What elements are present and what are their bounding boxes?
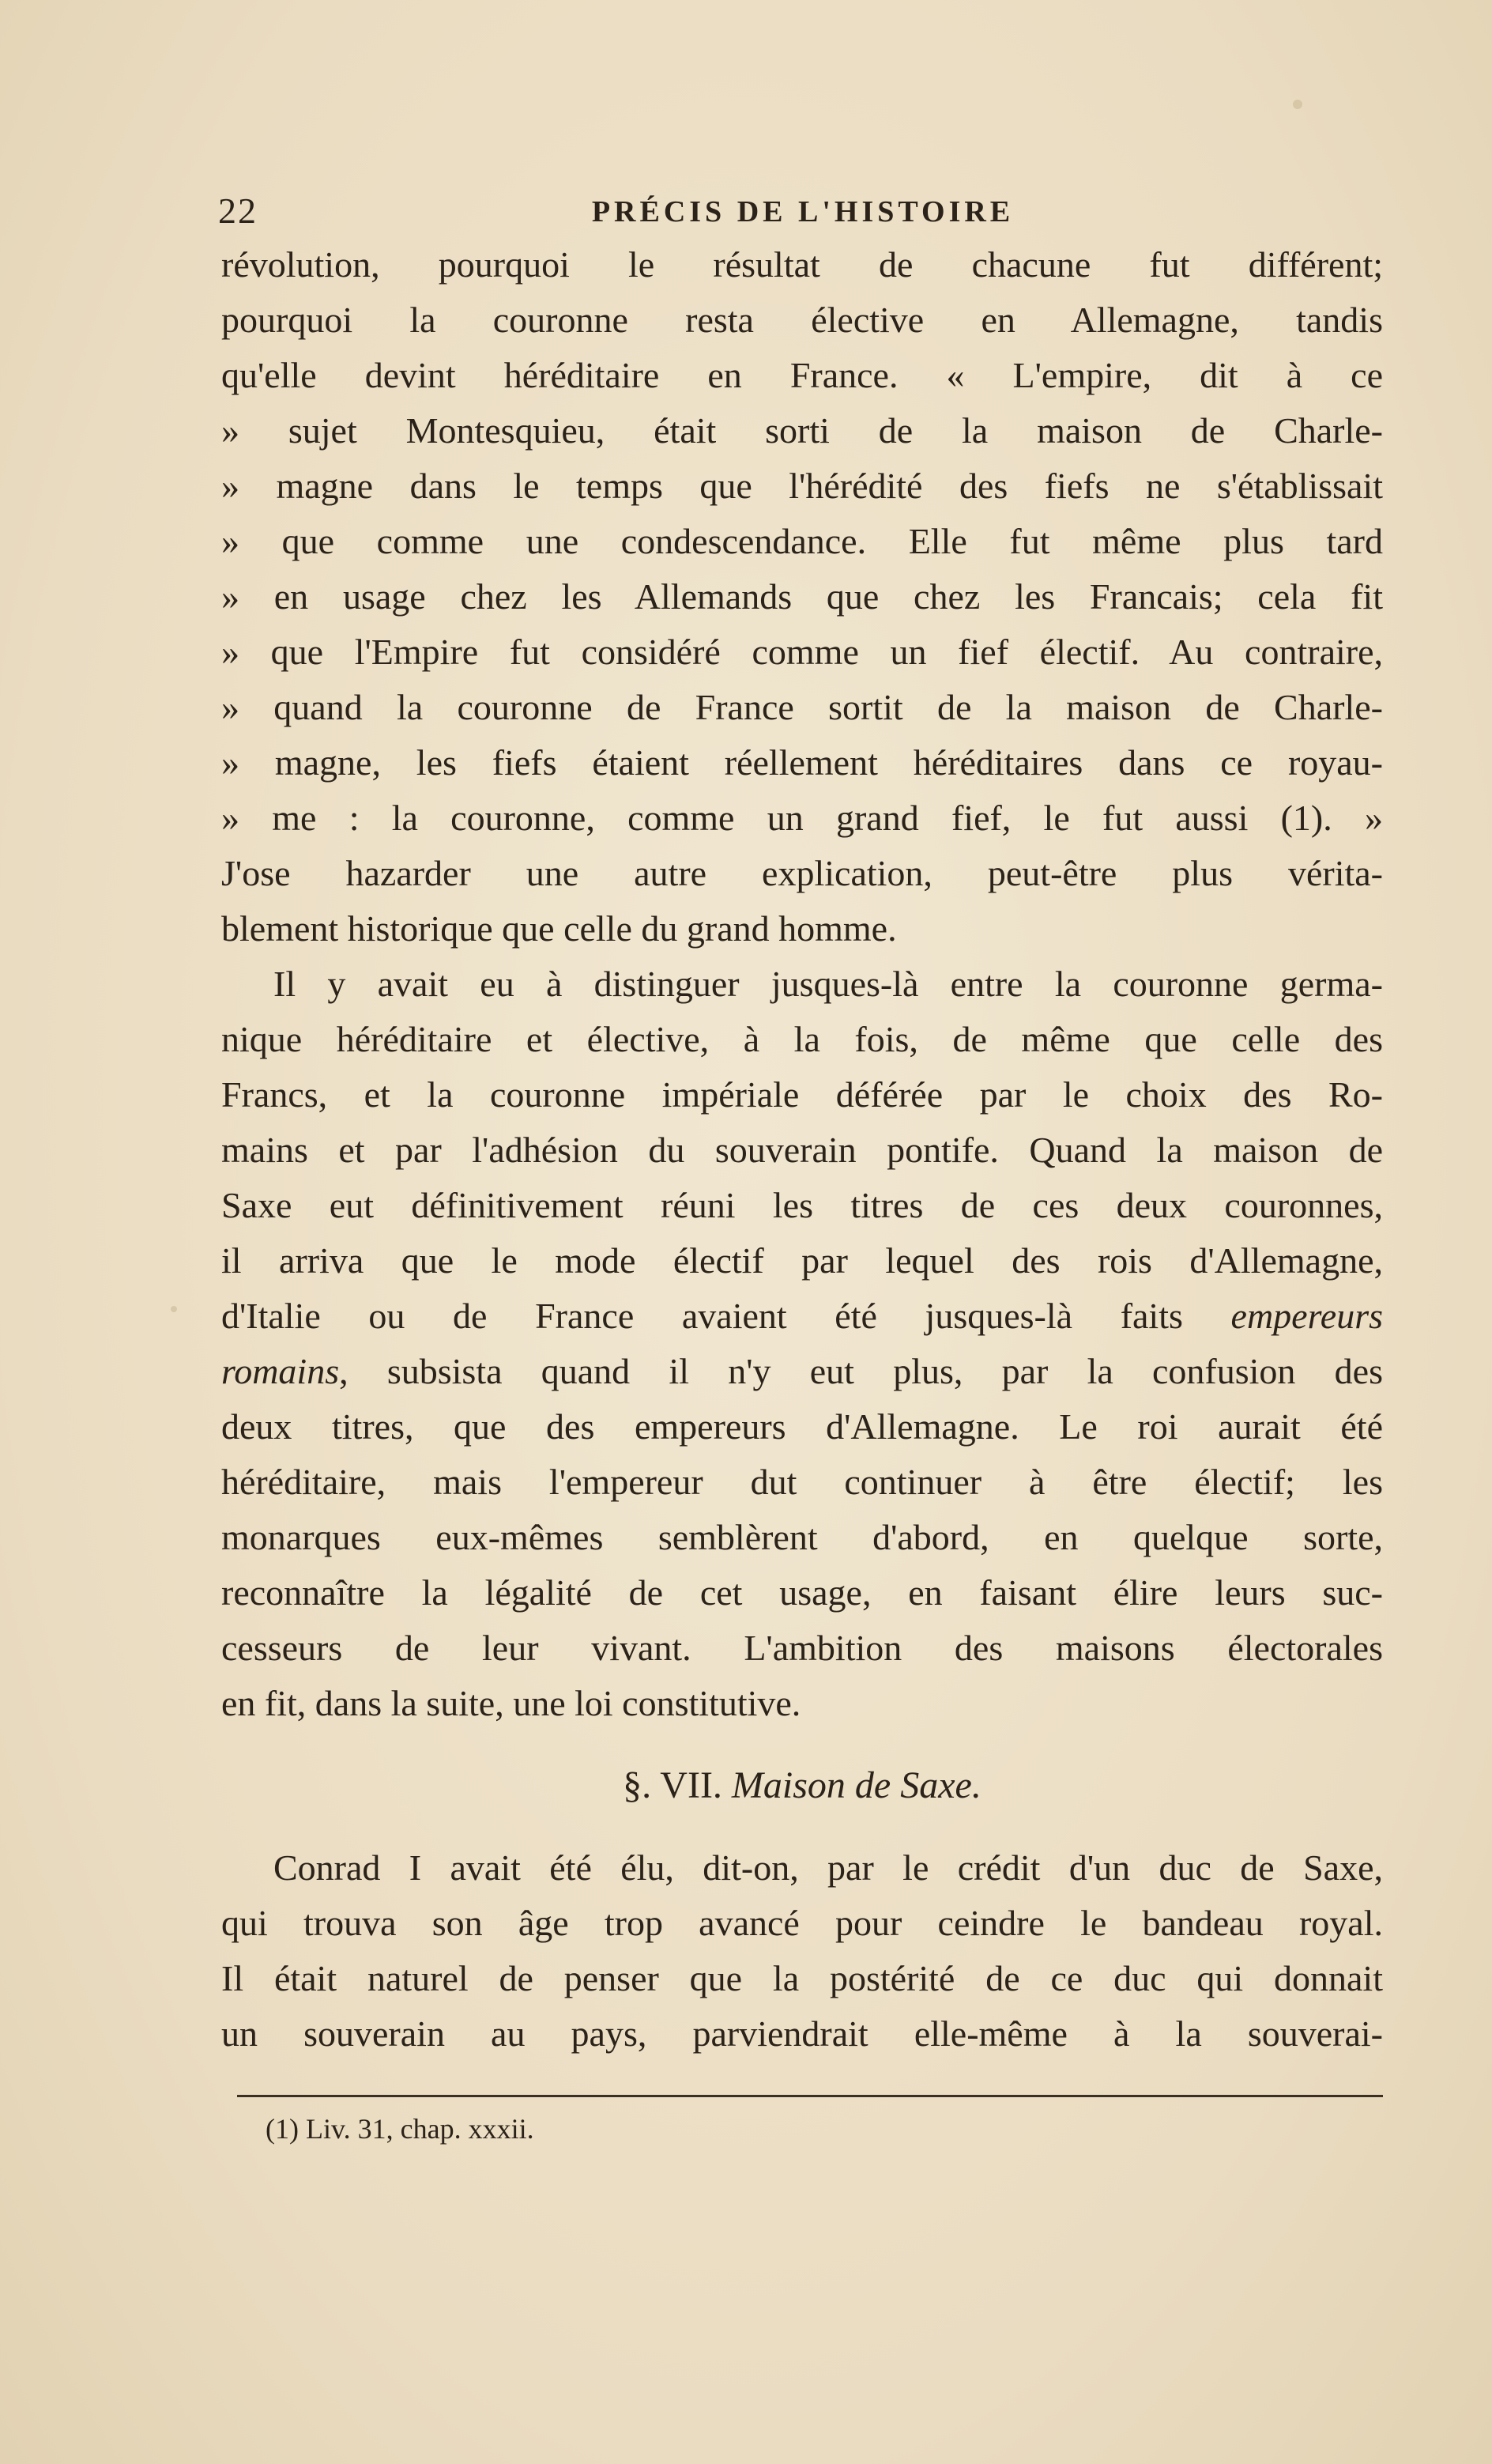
text-line: deux titres, que des empereurs d'Allemagne. Le roi aurait été <box>221 1406 1383 1447</box>
text-line: héréditaire, mais l'empereur dut continuer à être électif; les <box>221 1462 1383 1502</box>
text-line: J'ose hazarder une autre explication, peut-être plus vérita- <box>221 853 1383 893</box>
paper-spot <box>171 1306 177 1312</box>
text-line: Il était naturel de penser que la postérité de ce duc qui donnait <box>221 1958 1383 1998</box>
footnote-rule <box>237 2095 1383 2097</box>
running-head <box>218 190 1388 237</box>
section-title: Maison de Saxe. <box>731 1764 981 1806</box>
text-run: d'Italie ou de France avaient été jusques-là faits <box>221 1296 1183 1336</box>
text-line: en fit, dans la suite, une loi constitutive. <box>221 1683 801 1723</box>
text-line: cesseurs de leur vivant. L'ambition des maisons électorales <box>221 1628 1383 1668</box>
text-line: nique héréditaire et élective, à la fois, de même que celle des <box>221 1019 1383 1059</box>
text-line: » en usage chez les Allemands que chez les Francais; cela fit <box>221 576 1383 617</box>
body-text <box>221 237 1383 2062</box>
text-line: qui trouva son âge trop avancé pour ceindre le bandeau royal. <box>221 1903 1383 1943</box>
paragraph-2 <box>221 957 1383 1731</box>
text-run: , subsista quand il n'y eut plus, par la confusion des <box>339 1351 1383 1391</box>
text-line: » magne dans le temps que l'hérédité des fiefs ne s'établissait <box>221 466 1383 506</box>
paper-spot <box>1293 100 1302 109</box>
text-line: » magne, les fiefs étaient réellement héréditaires dans ce royau- <box>221 742 1383 783</box>
text-line: pourquoi la couronne resta élective en Allemagne, tandis <box>221 300 1383 340</box>
text-line: Saxe eut définitivement réuni les titres de ces deux couronnes, <box>221 1185 1383 1225</box>
text-line: » que l'Empire fut considéré comme un fief électif. Au contraire, <box>221 632 1383 672</box>
text-line: reconnaître la légalité de cet usage, en faisant élire leurs suc- <box>221 1572 1383 1613</box>
paragraph-3 <box>221 1840 1383 2062</box>
page-number: 22 <box>218 191 258 231</box>
text-line: révolution, pourquoi le résultat de chacune fut différent; <box>221 244 1383 285</box>
text-line: un souverain au pays, parviendrait elle-même à la souverai- <box>221 2013 1383 2054</box>
footnote: (1) Liv. 31, chap. xxxii. <box>266 2113 534 2145</box>
text-line: Conrad I avait été élu, dit-on, par le crédit d'un duc de Saxe, <box>273 1847 1383 1888</box>
text-line: monarques eux-mêmes semblèrent d'abord, en quelque sorte, <box>221 1517 1383 1557</box>
text-line <box>221 1344 1383 1399</box>
italic-term: empereurs <box>1230 1296 1384 1336</box>
italic-term: romains <box>221 1351 340 1391</box>
text-line: mains et par l'adhésion du souverain pontife. Quand la maison de <box>221 1130 1383 1170</box>
text-line <box>221 1289 1383 1344</box>
text-line: blement historique que celle du grand homme. <box>221 908 897 949</box>
section-heading <box>221 1758 1383 1813</box>
section-number: §. VII. <box>623 1764 722 1806</box>
text-line: » me : la couronne, comme un grand fief, le fut aussi (1). » <box>221 798 1383 838</box>
text-line: » sujet Montesquieu, était sorti de la maison de Charle- <box>221 410 1383 451</box>
text-line: Francs, et la couronne impériale déférée par le choix des Ro- <box>221 1074 1383 1115</box>
text-line: qu'elle devint héréditaire en France. « L'empire, dit à ce <box>221 355 1383 395</box>
text-line: il arriva que le mode électif par lequel des rois d'Allemagne, <box>221 1240 1383 1281</box>
header-title: PRÉCIS DE L'HISTOIRE <box>591 195 1015 228</box>
text-line: » quand la couronne de France sortit de la maison de Charle- <box>221 687 1383 727</box>
paragraph-1 <box>221 237 1383 957</box>
text-line: » que comme une condescendance. Elle fut même plus tard <box>221 521 1383 561</box>
text-line: Il y avait eu à distinguer jusques-là entre la couronne germa- <box>273 964 1383 1004</box>
